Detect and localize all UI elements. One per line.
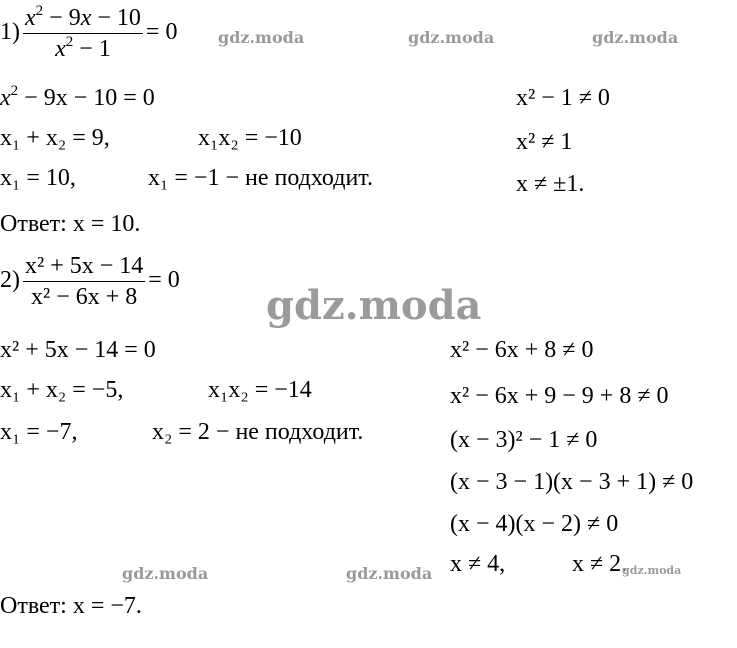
problem2-vieta-sum: x₁ + x₂ = −5, <box>0 377 124 403</box>
problem1-line1 <box>0 83 155 111</box>
problem1-vieta-sum: x₁ + x₂ = 9, <box>0 125 110 151</box>
watermark: gdz.moda <box>622 564 682 577</box>
watermark: gdz.moda <box>122 564 209 583</box>
problem1-vieta-product: x₁x₂ = −10 <box>198 125 302 151</box>
problem1-equation <box>0 3 178 62</box>
problem1-fraction <box>23 3 143 62</box>
problem2-cond-3: (x − 3)² − 1 ≠ 0 <box>450 427 598 453</box>
watermark: gdz.moda <box>408 28 495 47</box>
problem2-answer: Ответ: x = −7. <box>0 593 142 619</box>
problem1-root2: x₁ = −1 − не подходит. <box>148 165 373 191</box>
problem1-answer: Ответ: x = 10. <box>0 211 141 237</box>
problem1-rhs: = 0 <box>145 19 178 46</box>
problem1-numerator-text: $x^2 - 9x - 10$ <box>23 6 143 34</box>
problem2-line1: x² + 5x − 14 = 0 <box>0 337 156 363</box>
problem1-cond-2: x² ≠ 1 <box>516 129 573 155</box>
watermark: gdz.moda <box>218 28 305 47</box>
problem2-numerator: x² + 5x − 14 <box>23 254 145 282</box>
problem2-fraction <box>23 254 145 309</box>
problem2-root1: x₁ = −7, <box>0 419 78 445</box>
problem2-number: 2) <box>0 267 20 294</box>
problem2-rhs: = 0 <box>148 267 180 294</box>
problem1-denominator-text: $x^2 - 1$ <box>55 34 111 62</box>
problem2-cond-5: (x − 4)(x − 2) ≠ 0 <box>450 511 619 537</box>
problem2-root2: x₂ = 2 − не подходит. <box>152 419 364 445</box>
line1-rest: − 9x − 10 = 0 <box>18 85 155 111</box>
problem2-cond-4: (x − 3 − 1)(x − 3 + 1) ≠ 0 <box>450 469 694 495</box>
problem2-cond-7: x ≠ 2. <box>572 551 628 577</box>
watermark-large: gdz.moda <box>266 282 482 329</box>
problem2-vieta-product: x₁x₂ = −14 <box>208 377 312 403</box>
problem2-equation <box>0 254 180 309</box>
problem1-cond-1: x² − 1 ≠ 0 <box>516 85 610 111</box>
problem1-root1: x₁ = 10, <box>0 165 76 191</box>
watermark: gdz.moda <box>592 28 679 47</box>
line1-exp: 2 <box>10 83 19 99</box>
problem2-denominator: x² − 6x + 8 <box>31 284 138 310</box>
problem1-cond-3: x ≠ ±1. <box>516 171 585 197</box>
problem2-cond-1: x² − 6x + 8 ≠ 0 <box>450 337 594 363</box>
watermark: gdz.moda <box>346 564 433 583</box>
problem1-number: 1) <box>0 19 20 46</box>
problem2-cond-2: x² − 6x + 9 − 9 + 8 ≠ 0 <box>450 383 669 409</box>
problem2-cond-6: x ≠ 4, <box>450 551 506 577</box>
line1-var: x <box>0 85 11 111</box>
